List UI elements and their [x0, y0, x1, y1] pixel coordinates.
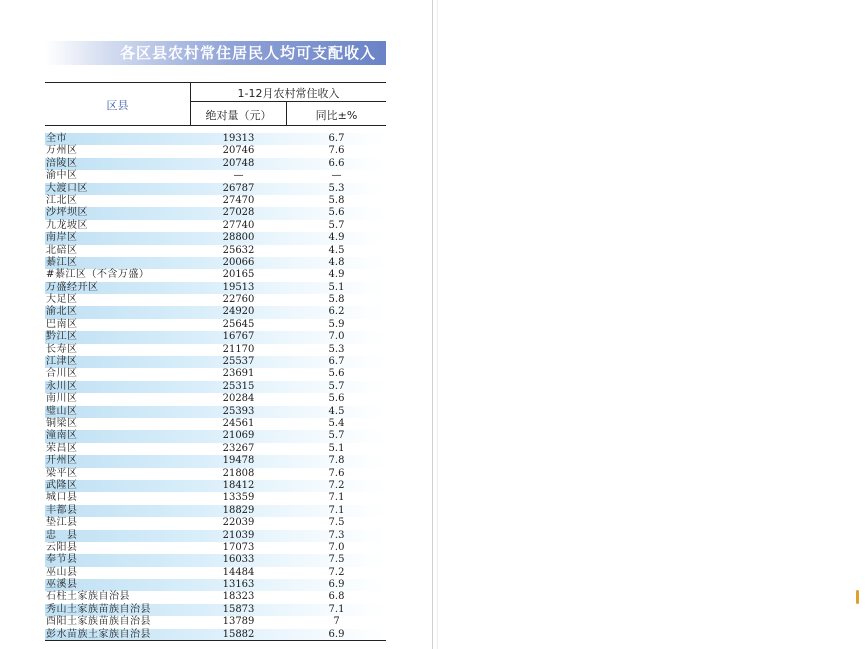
district-name-cell: 九龙坡区: [46, 219, 88, 231]
table-row: [45, 170, 386, 182]
district-name-cell: 荣昌区: [46, 442, 78, 454]
table-row: [45, 406, 386, 418]
district-name-cell: 城口县: [46, 492, 78, 504]
table-row: [45, 220, 386, 232]
absolute-income-cell: 24561: [222, 417, 255, 429]
district-name-cell: 云阳县: [46, 541, 78, 553]
table-row: [45, 207, 386, 219]
yoy-change-cell: 7.8: [328, 455, 345, 467]
district-name-cell: 大足区: [46, 294, 78, 306]
absolute-income-cell: 16033: [222, 554, 255, 566]
yoy-change-cell: 7.1: [328, 492, 345, 504]
absolute-income-cell: 25393: [222, 405, 255, 417]
yoy-change-cell: 7.0: [328, 331, 345, 343]
absolute-income-cell: 18829: [222, 504, 255, 516]
yoy-change-cell: 5.7: [328, 219, 345, 231]
table-row: [45, 517, 386, 529]
absolute-income-cell: 26787: [222, 182, 255, 194]
district-name-cell: 黔江区: [46, 331, 78, 343]
table-row: [45, 294, 386, 306]
district-name-cell: 彭水苗族土家族自治县: [46, 628, 151, 640]
yoy-change-cell: 5.7: [328, 380, 345, 392]
yoy-change-cell: 5.4: [328, 417, 345, 429]
district-name-cell: 大渡口区: [46, 182, 88, 194]
table-body: [45, 133, 386, 641]
absolute-income-cell: 21808: [222, 467, 255, 479]
yoy-change-cell: —: [331, 170, 342, 182]
absolute-income-cell: 13359: [222, 492, 255, 504]
district-name-cell: 南川区: [46, 393, 78, 405]
yoy-change-cell: 7.6: [328, 145, 345, 157]
header-yoy: 同比±%: [315, 109, 358, 122]
absolute-income-cell: 20748: [222, 157, 255, 169]
district-name-cell: 开州区: [46, 455, 78, 467]
district-name-cell: 奉节县: [46, 554, 78, 566]
absolute-income-cell: 18323: [222, 591, 255, 603]
yoy-change-cell: 4.8: [328, 256, 345, 268]
table-row: [45, 183, 386, 195]
absolute-income-cell: 25315: [222, 380, 255, 392]
yoy-change-cell: 6.7: [328, 356, 345, 368]
absolute-income-cell: 21039: [222, 529, 255, 541]
district-name-cell: 万州区: [46, 145, 78, 157]
district-name-cell: 巫山县: [46, 566, 78, 578]
yoy-change-cell: 5.1: [328, 442, 345, 454]
table-row: [45, 195, 386, 207]
table-row: [45, 591, 386, 603]
table-row: [45, 542, 386, 554]
yoy-change-cell: 5.8: [328, 294, 345, 306]
yoy-change-cell: 7.5: [328, 554, 345, 566]
absolute-income-cell: 20284: [222, 393, 255, 405]
district-name-cell: 秀山土家族苗族自治县: [46, 603, 151, 615]
yoy-change-cell: 7.2: [328, 566, 345, 578]
absolute-income-cell: 20066: [222, 256, 255, 268]
table-row: [45, 554, 386, 566]
district-name-cell: 璧山区: [46, 405, 78, 417]
district-name-cell: 南岸区: [46, 232, 78, 244]
district-name-cell: 合川区: [46, 368, 78, 380]
absolute-income-cell: 17073: [222, 541, 255, 553]
yoy-change-cell: 5.6: [328, 207, 345, 219]
yoy-change-cell: 5.1: [328, 281, 345, 293]
absolute-income-cell: 24920: [222, 306, 255, 318]
district-name-cell: 江北区: [46, 194, 78, 206]
district-name-cell: 潼南区: [46, 430, 78, 442]
district-name-cell: 永川区: [46, 380, 78, 392]
yoy-change-cell: 6.2: [328, 306, 345, 318]
table-row: [45, 616, 386, 628]
yoy-change-cell: 5.8: [328, 194, 345, 206]
absolute-income-cell: 15873: [222, 603, 255, 615]
yoy-change-cell: 4.9: [328, 232, 345, 244]
yoy-change-cell: 5.7: [328, 430, 345, 442]
table-row: [45, 245, 386, 257]
table-row: [45, 232, 386, 244]
table-row: [45, 381, 386, 393]
absolute-income-cell: 16767: [222, 331, 255, 343]
table-row: [45, 319, 386, 331]
absolute-income-cell: 13163: [222, 579, 255, 591]
table-row: [45, 430, 386, 442]
yoy-change-cell: 4.5: [328, 405, 345, 417]
table-header-bottom-rule: [45, 125, 386, 126]
district-name-cell: 长寿区: [46, 343, 78, 355]
district-name-cell: 全市: [46, 133, 67, 144]
absolute-income-cell: 28800: [222, 232, 255, 244]
district-name-cell: 渝北区: [46, 306, 78, 318]
district-name-cell: 江津区: [46, 356, 78, 368]
absolute-income-cell: 14484: [222, 566, 255, 578]
table-row: [45, 145, 386, 157]
absolute-income-cell: 25632: [222, 244, 255, 256]
absolute-income-cell: 21170: [222, 343, 255, 355]
table-row: [45, 368, 386, 380]
page-edge-mark: [856, 590, 859, 604]
district-name-cell: 北碚区: [46, 244, 78, 256]
yoy-change-cell: 6.6: [328, 157, 345, 169]
table-row: [45, 306, 386, 318]
yoy-change-cell: 5.9: [328, 318, 345, 330]
absolute-income-cell: 25645: [222, 318, 255, 330]
table-header-mid-rule: [190, 101, 386, 102]
district-name-cell: 巫溪县: [46, 579, 78, 591]
table-row: [45, 505, 386, 517]
page-divider-shadow: [437, 0, 438, 649]
district-name-cell: 万盛经开区: [46, 281, 99, 293]
table-row: [45, 282, 386, 294]
absolute-income-cell: 20165: [222, 269, 255, 281]
district-name-cell: 丰都县: [46, 504, 78, 516]
district-name-cell: #綦江区（不含万盛）: [46, 269, 150, 281]
absolute-income-cell: 19513: [222, 281, 255, 293]
yoy-change-cell: 6.9: [328, 628, 345, 640]
yoy-change-cell: 6.7: [328, 133, 345, 144]
header-income-group: 1-12月农村常住收入: [237, 87, 340, 100]
table-row: [45, 443, 386, 455]
header-district: 区县: [106, 99, 129, 112]
yoy-change-cell: 5.6: [328, 393, 345, 405]
table-row: [45, 133, 386, 145]
absolute-income-cell: 15882: [222, 628, 255, 640]
district-name-cell: 梁平区: [46, 467, 78, 479]
yoy-change-cell: 7.1: [328, 603, 345, 615]
absolute-income-cell: 20746: [222, 145, 255, 157]
absolute-income-cell: 21069: [222, 430, 255, 442]
yoy-change-cell: 7.5: [328, 517, 345, 529]
table-row: [45, 567, 386, 579]
absolute-income-cell: 27028: [222, 207, 255, 219]
table-row: [45, 158, 386, 170]
absolute-income-cell: 27470: [222, 194, 255, 206]
yoy-change-cell: 7.1: [328, 504, 345, 516]
page-title: 各区县农村常住居民人均可支配收入: [119, 44, 376, 62]
yoy-change-cell: 6.8: [328, 591, 345, 603]
table-row: [45, 468, 386, 480]
table-row: [45, 480, 386, 492]
absolute-income-cell: —: [233, 170, 244, 182]
yoy-change-cell: 7.2: [328, 479, 345, 491]
table-row: [45, 418, 386, 430]
table-row: [45, 331, 386, 343]
table-bottom-rule: [45, 640, 386, 641]
yoy-change-cell: 7: [333, 616, 340, 628]
title-banner: [45, 41, 386, 65]
absolute-income-cell: 19478: [222, 455, 255, 467]
page-divider: [432, 0, 433, 649]
district-name-cell: 涪陵区: [46, 157, 78, 169]
absolute-income-cell: 25537: [222, 356, 255, 368]
absolute-income-cell: 18412: [222, 479, 255, 491]
district-name-cell: 綦江区: [46, 256, 78, 268]
table-row: [45, 356, 386, 368]
district-name-cell: 巴南区: [46, 318, 78, 330]
table-row: [45, 257, 386, 269]
table-row: [45, 344, 386, 356]
yoy-change-cell: 5.3: [328, 343, 345, 355]
table-row: [45, 455, 386, 467]
table-row: [45, 530, 386, 542]
district-name-cell: 渝中区: [46, 170, 78, 182]
table-row: [45, 604, 386, 616]
yoy-change-cell: 5.3: [328, 182, 345, 194]
absolute-income-cell: 27740: [222, 219, 255, 231]
yoy-change-cell: 7.6: [328, 467, 345, 479]
yoy-change-cell: 6.9: [328, 579, 345, 591]
yoy-change-cell: 7.3: [328, 529, 345, 541]
absolute-income-cell: 19313: [222, 133, 255, 144]
table-row: [45, 492, 386, 504]
table-row: [45, 269, 386, 281]
yoy-change-cell: 4.5: [328, 244, 345, 256]
header-absolute: 绝对量（元）: [205, 109, 272, 122]
district-name-cell: 酉阳土家族苗族自治县: [46, 616, 151, 628]
absolute-income-cell: 13789: [222, 616, 255, 628]
table-row: [45, 393, 386, 405]
table-top-rule: [45, 82, 386, 83]
district-name-cell: 铜梁区: [46, 417, 78, 429]
district-name-cell: 武隆区: [46, 479, 78, 491]
district-name-cell: 石柱土家族自治县: [46, 591, 130, 603]
absolute-income-cell: 23267: [222, 442, 255, 454]
absolute-income-cell: 22760: [222, 294, 255, 306]
district-name-cell: 忠 县: [46, 529, 78, 541]
table-row: [45, 579, 386, 591]
absolute-income-cell: 22039: [222, 517, 255, 529]
yoy-change-cell: 5.6: [328, 368, 345, 380]
district-name-cell: 垫江县: [46, 517, 78, 529]
yoy-change-cell: 4.9: [328, 269, 345, 281]
yoy-change-cell: 7.0: [328, 541, 345, 553]
district-name-cell: 沙坪坝区: [46, 207, 88, 219]
absolute-income-cell: 23691: [222, 368, 255, 380]
